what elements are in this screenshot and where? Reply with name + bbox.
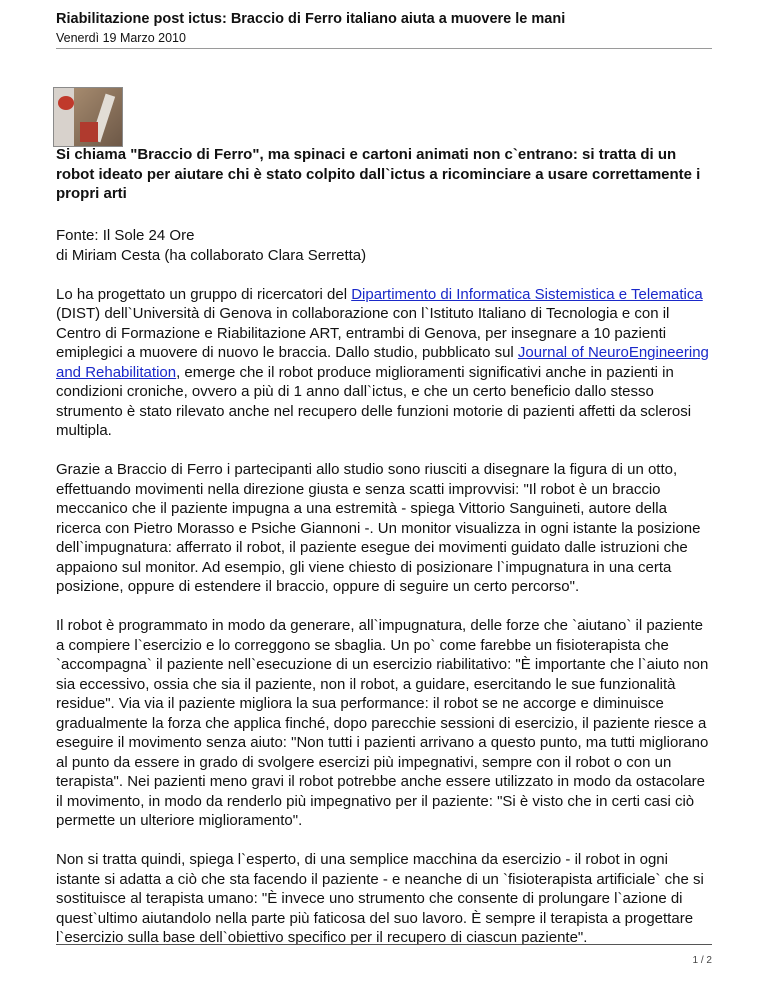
article-photo bbox=[53, 87, 123, 147]
publish-date: Venerdì 19 Marzo 2010 bbox=[56, 31, 186, 45]
paragraph-1: Lo ha progettato un gruppo di ricercatori del Dipartimento di Informatica Sistemistica e Telematica (DIST) dell`Università di Genova in collaborazione con l`Istituto Italiano di Tecnologia e con il Centro di Formazione e Riabilitazione ART, entrambi di Genova, per insegnare a 10 pazienti emiplegici a muovere di nuovo le braccia. Dallo studio, pubblicato sul Journal of NeuroEngineering and Rehabilitation, emerge che il robot produce miglioramenti significativi anche in pazienti in condizioni croniche, ovvero a più di 1 anno dall`ictus, e che un certo beneficio dallo stesso strumento è stato rilevato anche nel recupero delle funzioni motorie di pazienti affetti da sclerosi multipla. bbox=[56, 285, 709, 439]
source-line: Fonte: Il Sole 24 Ore bbox=[56, 227, 195, 244]
dist-link[interactable]: Dipartimento di Informatica Sistemistica e Telematica bbox=[351, 285, 703, 303]
source-block bbox=[56, 226, 712, 265]
page-number: 1 / 2 bbox=[692, 955, 712, 966]
article-body bbox=[56, 226, 712, 967]
journal-link[interactable]: Journal of NeuroEngineering and Rehabilitation bbox=[56, 344, 709, 381]
page-header bbox=[56, 10, 712, 46]
paragraph-4: Non si tratta quindi, spiega l`esperto, di una semplice macchina da esercizio - il robot in ogni istante si adatta a ciò che sta facendo il paziente - e neanche di un `fisioterapista artificiale` che si sostituisce al terapista umano: "È invece uno strumento che consente di prolungare l`azione di quest`ultimo aiutandolo nella parte più faticosa del suo lavoro. È sempre il terapista a progettare l`esercizio sulla base dell`obiettivo specifico per il recupero di ciascun paziente". bbox=[56, 851, 704, 946]
article-lead: Si chiama "Braccio di Ferro", ma spinaci e cartoni animati non c`entrano: si tratta di un robot ideato per aiutare chi è stato colpito dall`ictus a ricominciare a usare correttamente i propri arti bbox=[56, 146, 701, 202]
footer-divider bbox=[56, 944, 712, 945]
paragraph-3: Il robot è programmato in modo da generare, all`impugnatura, delle forze che `aiutano` il paziente a compiere l`esercizio e lo correggono se sbaglia. Un po` come farebbe un fisioterapista che `accompagna` il paziente nell`esecuzione di un esercizio riabilitativo: "È importante che l`aiuto non sia eccessivo, ossia che sia il paziente, non il robot, a guidare, esercitando le sue funzionalità residue". Via via il paziente migliora la sua performance: il robot se ne accorge e diminuisce gradualmente la forza che applica finché, dopo parecchie sessioni di esercizio, il paziente riesce a eseguire il movimento senza aiuto: "Non tutti i pazienti arrivano a questo punto, ma tutti migliorano al punto da essere in grado di svolgere esercizi più impegnativi, sempre con il robot o con un terapista". Nei pazienti meno gravi il robot potrebbe anche essere utilizzato in modo da ostacolare il movimento, in modo da renderlo più impegnativo per il paziente: "Si è visto che in certi casi ciò permette un ulteriore miglioramento". bbox=[56, 617, 709, 829]
paragraph-2: Grazie a Braccio di Ferro i partecipanti allo studio sono riusciti a disegnare la figura di un otto, effettuando movimenti nella direzione giusta e senza scatti improvvisi: "Il robot è un braccio meccanico che il paziente impugna a una estremità - spiega Vittorio Sanguineti, autore della ricerca con Pietro Morasso e Psiche Giannoni -. Un monitor visualizza in ogni istante la posizione dell`impugnatura: afferrato il robot, il paziente esegue dei movimenti guidato dalle istruzioni che appaiono sul monitor. Ad esempio, gli viene chiesto di posizionare l`impugnatura in una certa posizione, oppure di estendere il braccio, oppure di seguire un certo percorso". bbox=[56, 461, 701, 595]
document-title: Riabilitazione post ictus: Braccio di Ferro italiano aiuta a muovere le mani bbox=[56, 11, 566, 27]
header-divider bbox=[56, 48, 712, 49]
author-line: di Miriam Cesta (ha collaborato Clara Serretta) bbox=[56, 246, 367, 264]
